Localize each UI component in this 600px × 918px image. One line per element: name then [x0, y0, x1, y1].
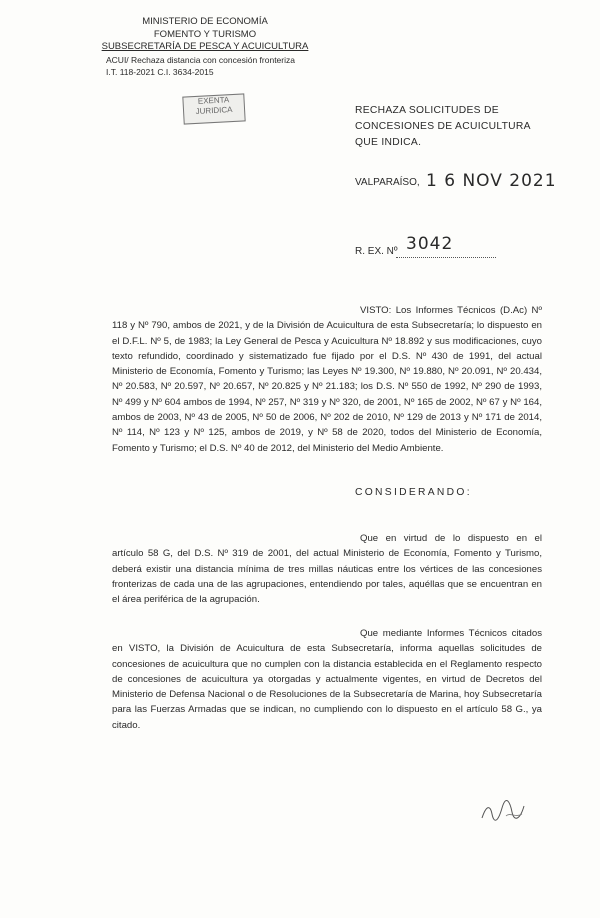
considerando-paragraph-2: Que mediante Informes Técnicos citados en VISTO, la División de Acuicultura de esta Subsecretaría, informa aquellas solicitudes de concesiones de acuicultura que no cumplen con la distancia establecida en el Reglamento respecto de concesiones de acuicultura ya otorgadas y actualmente vigentes, en virtud de Decretos del Ministerio de Defensa Nacional o de Resoluciones de la Subsecretaría de Marina, hoy Subsecretaría para las Fuerzas Armadas que se indican, no cumpliendo con lo dispuesto en el artículo 58 G., ya citado. — [112, 628, 542, 731]
letterhead — [100, 16, 310, 79]
ministry-name: MINISTERIO DE ECONOMÍA — [142, 16, 268, 27]
reference-code: I.T. 118-2021 C.I. 3634-2015 — [106, 67, 214, 77]
visto-paragraph: VISTO: Los Informes Técnicos (D.Ac) Nº 118 y Nº 790, ambos de 2021, y de la División de Acuicultura de esta Subsecretaría; lo dispuesto en el D.F.L. Nº 5, de 1983; la Ley General de Pesca y Acuicultura Nº 18.892 y sus modificaciones, cuyo texto refundido, coordinado y sistematizado fue fijado por el D.S. Nº 430 de 1991, del actual Ministerio de Economía, Fomento y Turismo; las Leyes Nº 19.300, Nº 19.880, Nº 20.091, Nº 20.434, Nº 20.583, Nº 20.597, Nº 20.657, Nº 20.825 y Nº 21.183; los D.S. Nº 550 de 1992, Nº 290 de 1993, Nº 499 y Nº 604 ambos de 1994, Nº 257, Nº 319 y Nº 320, de 2001, Nº 165 de 2002, Nº 67 y Nº 164, ambos de 2003, Nº 43 de 2005, Nº 50 de 2006, Nº 202 de 2010, Nº 129 de 2013 y Nº 171 de 2014, Nº 114, Nº 123 y Nº 125, ambos de 2019, y Nº 58 de 2020, todos del Ministerio de Economía, Fomento y Turismo; el D.S. Nº 40 de 2012, del Ministerio del Medio Ambiente. — [112, 305, 542, 454]
ministry-name-line2: FOMENTO Y TURISMO — [153, 28, 257, 40]
reference-line: ACUI/ Rechaza distancia con concesión fronteriza — [106, 54, 295, 65]
resolution-date: 1 6 NOV 2021 — [426, 171, 557, 191]
stamp-line2: JURIDICA — [195, 105, 233, 116]
considerando-paragraph-1: Que en virtud de lo dispuesto en el artículo 58 G, del D.S. Nº 319 de 2001, del actual Ministerio de Economía, Fomento y Turismo, deberá existir una distancia mínima de tres millas náuticas entre los vértices de las concesiones fronterizas de cada una de las agrupaciones, entendiendo por tales, aquéllas que se encuentran en el área periférica de la agrupación. — [112, 533, 542, 606]
resolution-number: 3042 — [406, 234, 454, 254]
document-subject: RECHAZA SOLICITUDES DE CONCESIONES DE ACUICULTURA QUE INDICA. — [355, 105, 531, 148]
subsecretaria-name: SUBSECRETARÍA DE PESCA Y ACUICULTURA — [101, 41, 309, 52]
stamp-line1: EXENTA — [197, 95, 230, 106]
resolution-label: R. EX. Nº — [355, 246, 398, 257]
resolution-dotted-line — [396, 257, 496, 258]
office-stamp — [182, 93, 245, 124]
initials-signature — [476, 796, 536, 826]
considerando-heading: CONSIDERANDO: — [355, 487, 472, 498]
place-label: VALPARAÍSO, — [355, 177, 420, 188]
